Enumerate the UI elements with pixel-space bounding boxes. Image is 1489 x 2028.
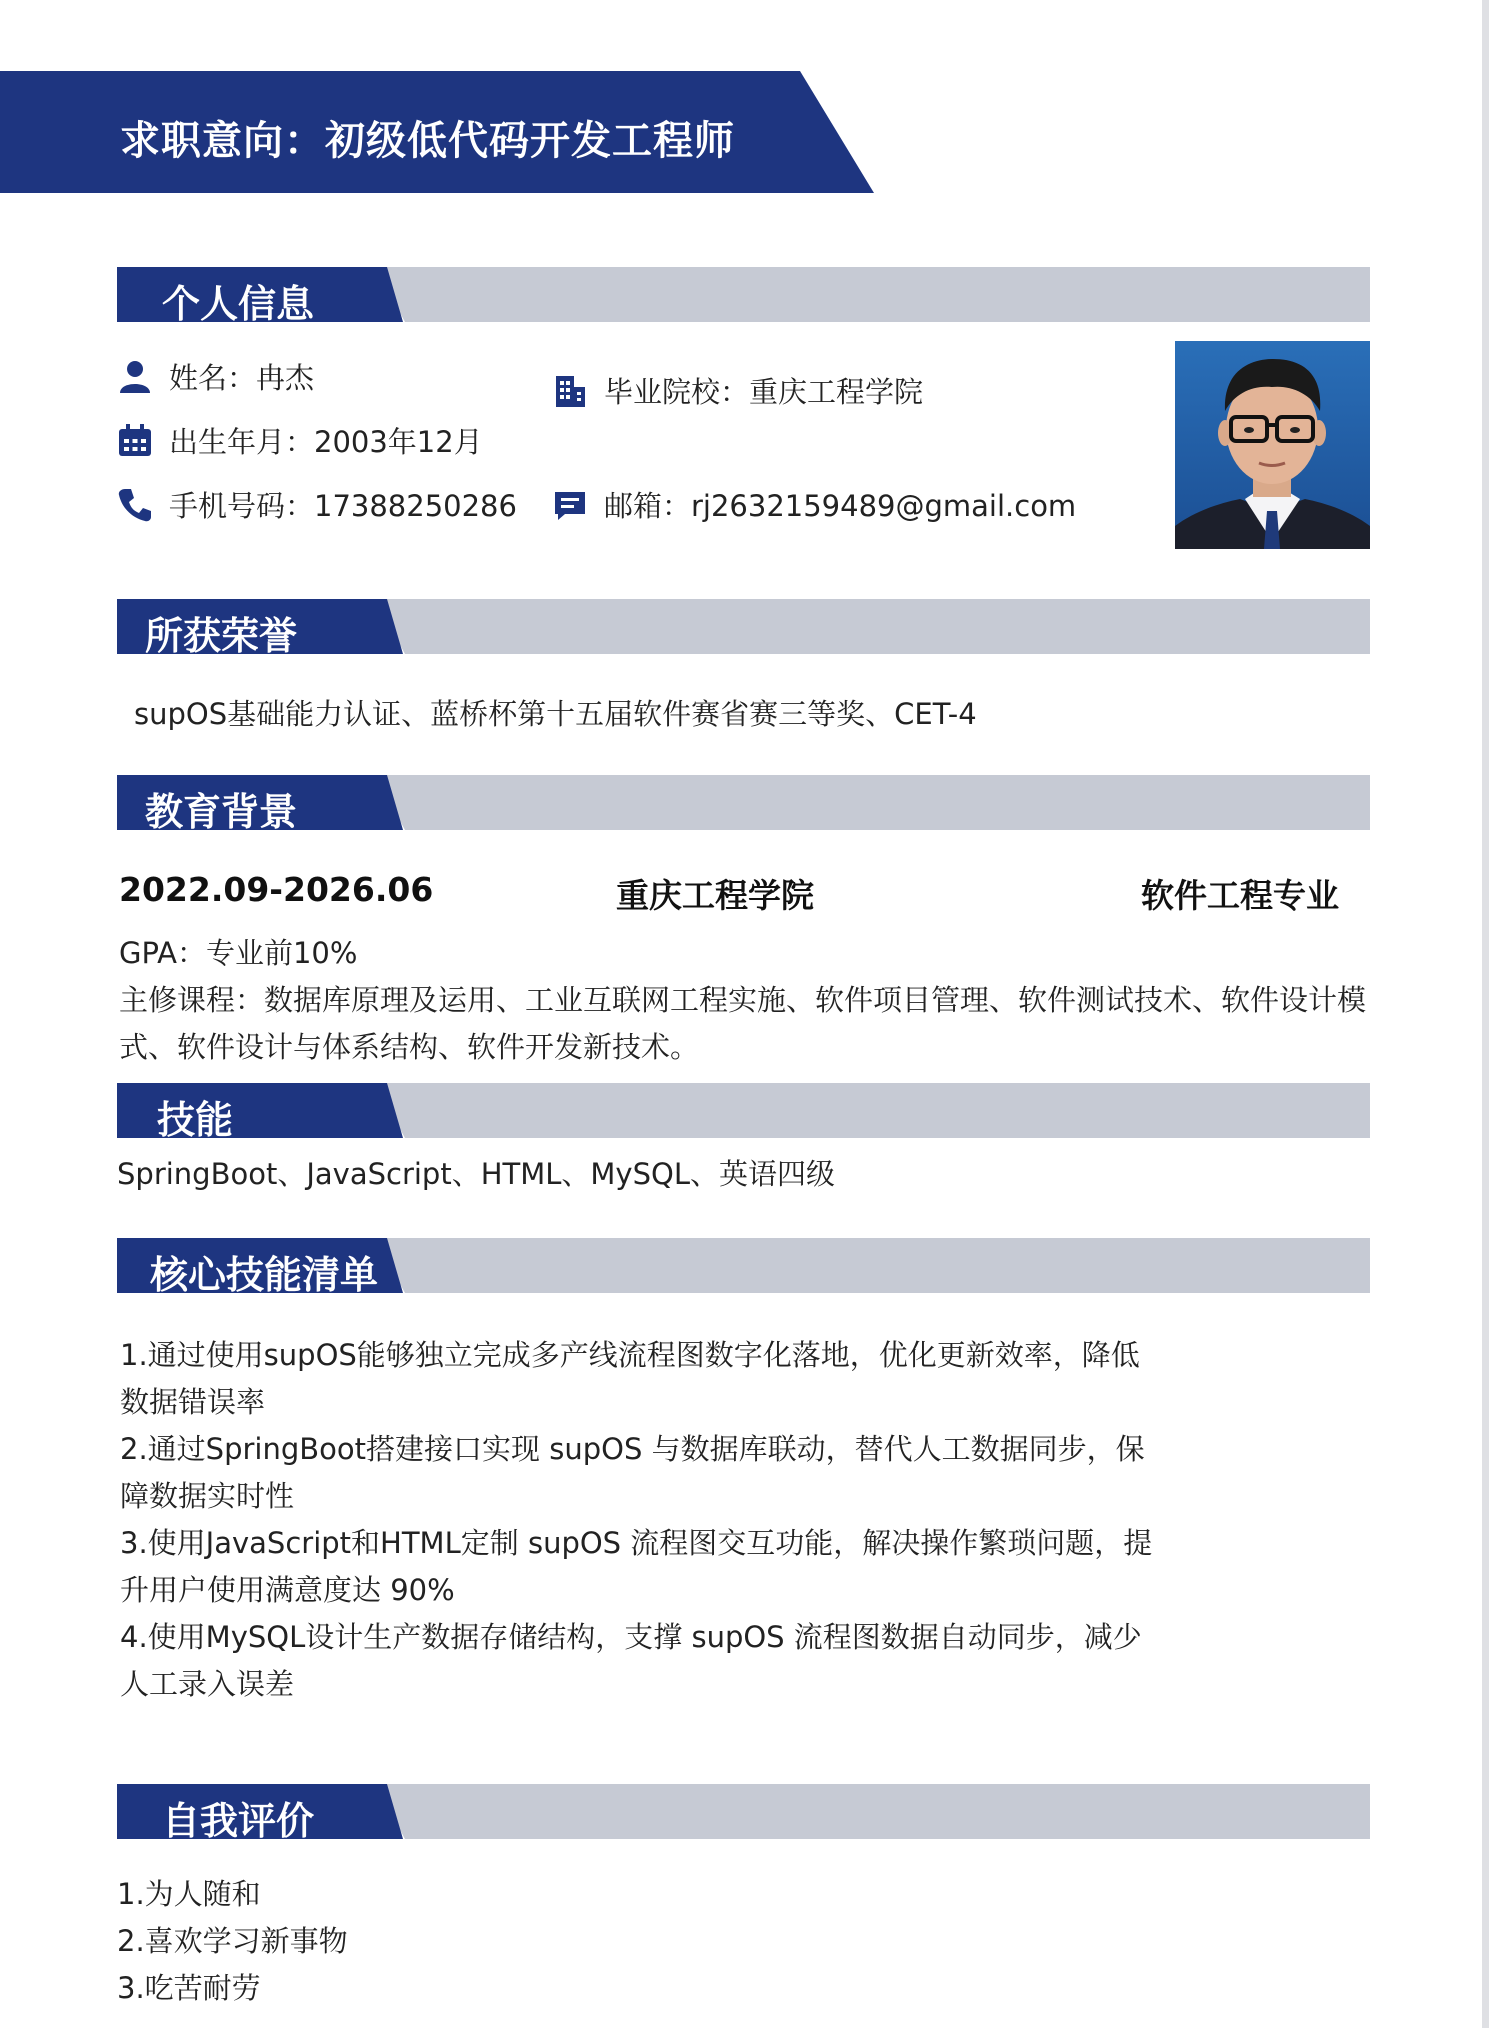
core-skill-line: 障数据实时性	[120, 1479, 295, 1513]
education-major: 软件工程专业	[1141, 876, 1339, 915]
section-title-self-eval: 自我评价	[162, 1799, 315, 1843]
self-eval-line: 1.为人随和	[117, 1877, 261, 1911]
info-email	[552, 484, 1076, 525]
section-band	[117, 775, 1370, 830]
section-header-core-skills	[117, 1238, 1370, 1297]
section-band	[117, 599, 1370, 654]
section-header-personal	[117, 267, 1370, 326]
section-title-core-skills: 核心技能清单	[150, 1253, 379, 1297]
profile-photo	[1175, 341, 1370, 549]
phone-icon	[117, 487, 153, 523]
section-header-skills	[117, 1083, 1370, 1142]
education-gpa: GPA：专业前10%	[119, 936, 358, 970]
info-school	[552, 370, 923, 411]
calendar-icon	[117, 423, 153, 459]
education-courses-line1: 主修课程：数据库原理及运用、工业互联网工程实施、软件项目管理、软件测试技术、软件设计模	[119, 983, 1367, 1017]
name-text: 姓名：冉杰	[169, 361, 315, 395]
core-skill-line: 3.使用JavaScript和HTML定制 supOS 流程图交互功能，解决操作繁琐问题，提	[120, 1526, 1153, 1560]
section-header-self-eval	[117, 1784, 1370, 1843]
core-skill-line: 1.通过使用supOS能够独立完成多产线流程图数字化落地，优化更新效率，降低	[120, 1338, 1140, 1372]
info-name	[117, 356, 314, 397]
core-skill-line: 2.通过SpringBoot搭建接口实现 supOS 与数据库联动，替代人工数据同步，保	[120, 1432, 1145, 1466]
core-skill-line: 数据错误率	[120, 1385, 266, 1419]
self-eval-line: 3.吃苦耐劳	[117, 1971, 261, 2005]
education-school: 重庆工程学院	[616, 876, 814, 915]
page-edge-strip	[1482, 0, 1489, 2028]
section-title-skills: 技能	[157, 1098, 234, 1142]
core-skill-line: 人工录入误差	[120, 1667, 295, 1701]
section-header-education	[117, 775, 1370, 834]
info-phone	[117, 484, 517, 525]
birth-text: 出生年月：2003年12月	[169, 425, 483, 459]
section-title-honors: 所获荣誉	[145, 614, 298, 658]
education-courses-line2: 式、软件设计与体系结构、软件开发新技术。	[119, 1030, 700, 1064]
job-intent-title: 求职意向：初级低代码开发工程师	[120, 118, 735, 164]
message-icon	[552, 487, 588, 523]
section-title-education: 教育背景	[145, 790, 298, 834]
person-icon	[117, 359, 153, 395]
school-text: 毕业院校：重庆工程学院	[604, 375, 924, 409]
email-text: 邮箱：rj2632159489@gmail.com	[604, 489, 1077, 523]
info-birth	[117, 420, 483, 461]
phone-text: 手机号码：17388250286	[169, 489, 517, 523]
core-skill-line: 升用户使用满意度达 90%	[120, 1573, 455, 1607]
education-period: 2022.09-2026.06	[119, 870, 434, 909]
honors-text: supOS基础能力认证、蓝桥杯第十五届软件赛省赛三等奖、CET-4	[134, 697, 977, 731]
skills-text: SpringBoot、JavaScript、HTML、MySQL、英语四级	[117, 1157, 835, 1191]
building-icon	[552, 373, 588, 409]
section-header-honors	[117, 599, 1370, 658]
job-intent-banner	[0, 71, 874, 193]
core-skill-line: 4.使用MySQL设计生产数据存储结构，支撑 supOS 流程图数据自动同步，减少	[120, 1620, 1142, 1654]
section-band	[117, 1083, 1370, 1138]
section-title-personal: 个人信息	[162, 282, 315, 326]
self-eval-line: 2.喜欢学习新事物	[117, 1924, 348, 1958]
